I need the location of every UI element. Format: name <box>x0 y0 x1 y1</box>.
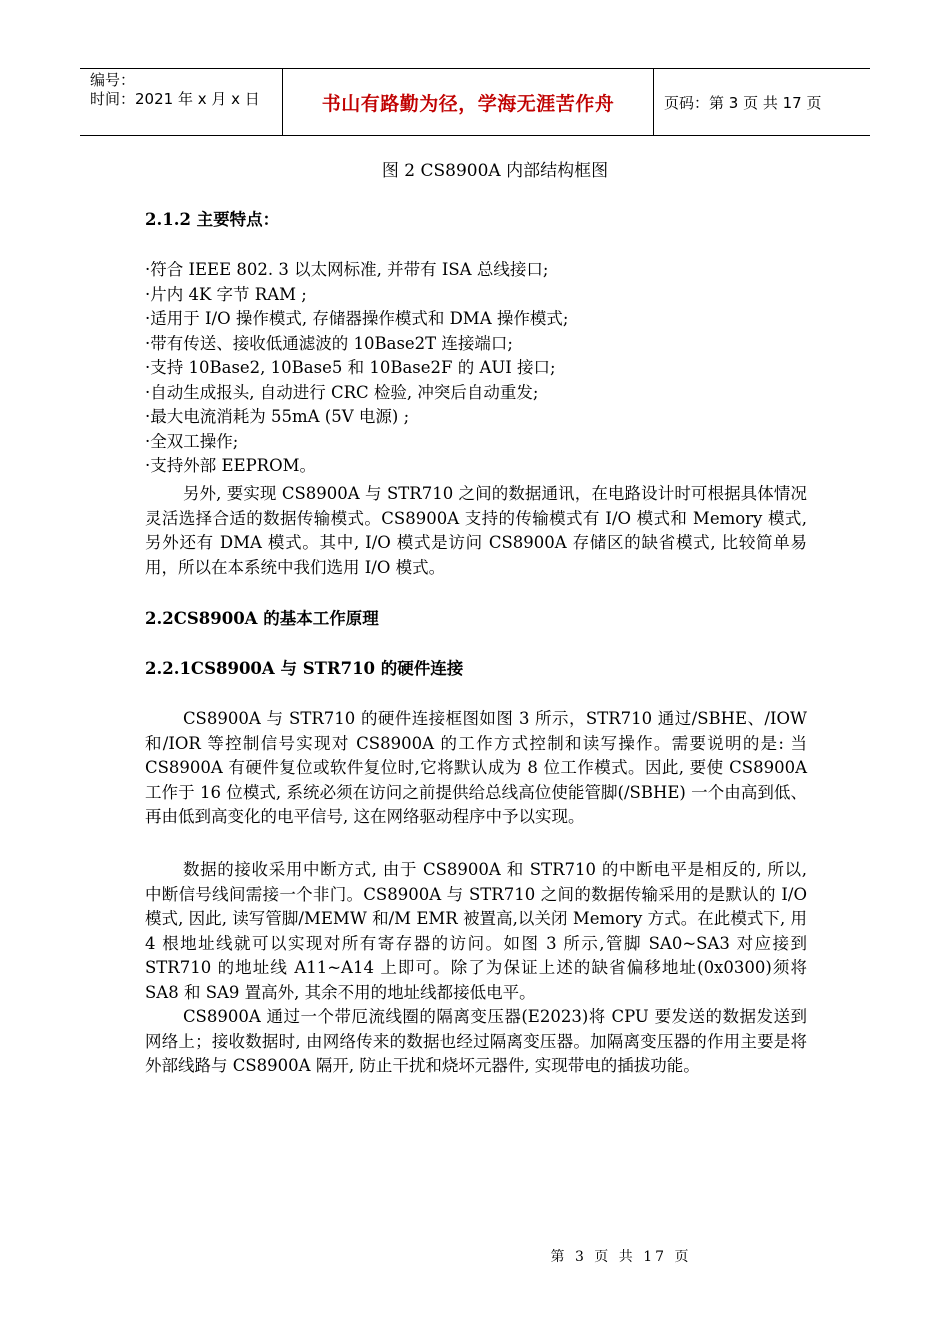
feature-item: ·符合 IEEE 802. 3 以太网标准, 并带有 ISA 总线接口; <box>145 260 549 279</box>
feature-item: ·适用于 I/O 操作模式, 存储器操作模式和 DMA 操作模式; <box>145 309 569 328</box>
section-heading-2-1-2: 2.1.2 主要特点： <box>145 210 280 229</box>
header-motto-cell <box>282 69 654 135</box>
header-left-cell <box>80 69 282 135</box>
header-motto: 书山有路勤为径，学海无涯苦作舟 <box>321 92 615 115</box>
figure-caption: 图 2 CS8900A 内部结构框图 <box>381 161 609 181</box>
feature-item: ·片内 4K 字节 RAM ; <box>145 285 307 304</box>
feature-item: ·全双工操作; <box>145 432 239 451</box>
header-page-info: 页码：第 3 页 共 17 页 <box>664 93 822 112</box>
feature-item: ·支持 10Base2, 10Base5 和 10Base2F 的 AUI 接口; <box>145 358 556 377</box>
feature-item: ·支持外部 EEPROM。 <box>145 456 317 475</box>
feature-item: ·最大电流消耗为 55mA (5V 电源) ; <box>145 407 410 426</box>
interrupt-paragraph: 数据的接收采用中断方式, 由于 CS8900A 和 STR710 的中断电平是相反的, 所以, 中断信号线间需接一个非门。CS8900A 与 STR710 之间的数据传输采用的是默认的 I/O 模式, 因此, 读写管脚/MEMW 和/M EMR 被置高,以关闭 Memory 方式。在此模式下, 用 4 根地址线就可以实现对所有寄存器的访问。如图 3 所示,管脚 SA0~SA3 对应接到 STR710 的地址线 A11~A14 上即可。除了为保证上述的缺省偏移地址(0x0300)须将 SA8 和 SA9 置高外, 其余不用的地址线都接低电平。 <box>145 860 807 1002</box>
isolation-transformer-paragraph: CS8900A 通过一个带厄流线圈的隔离变压器(E2023)将 CPU 要发送的数据发送到网络上；接收数据时, 由网络传来的数据也经过隔离变压器。加隔离变压器的作用主要是将外部线路与 CS8900A 隔开, 防止干扰和烧坏元器件, 实现带电的插拔功能。 <box>145 1007 807 1075</box>
document-number-label: 编号： <box>90 71 136 89</box>
transfer-mode-paragraph: 另外, 要实现 CS8900A 与 STR710 之间的数据通讯，在电路设计时可根据具体情况灵活选择合适的数据传输模式。CS8900A 支持的传输模式有 I/O 模式和 Memory 模式, 另外还有 DMA 模式。其中, I/O 模式是访问 CS8900A 存储区的缺省模式, 比较简单易用，所以在本系统中我们选用 I/O 模式。 <box>145 484 807 577</box>
page-footer: 第 3 页 共 17 页 <box>550 1249 692 1265</box>
document-date-label: 时间：2021 年 x 月 x 日 <box>90 90 260 108</box>
hardware-connection-paragraph: CS8900A 与 STR710 的硬件连接框图如图 3 所示，STR710 通过/SBHE、/IOW 和/IOR 等控制信号实现对 CS8900A 的工作方式控制和读写操作。需要说明的是: 当 CS8900A 有硬件复位或软件复位时,它将默认成为 8 位工作模式。因此, 要使 CS8900A 工作于 16 位模式, 系统必须在访问之前提供给总线高位使能管脚(/SBHE) 一个由高到低、再由低到高变化的电平信号, 这在网络驱动程序中予以实现。 <box>145 709 807 826</box>
feature-item: ·自动生成报头, 自动进行 CRC 检验, 冲突后自动重发; <box>145 383 539 402</box>
page-header <box>80 68 870 136</box>
section-heading-2-2-1: 2.2.1CS8900A 与 STR710 的硬件连接 <box>145 659 464 678</box>
feature-item: ·带有传送、接收低通滤波的 10Base2T 连接端口; <box>145 334 513 353</box>
header-page-cell <box>654 69 870 135</box>
section-heading-2-2: 2.2CS8900A 的基本工作原理 <box>145 609 379 628</box>
